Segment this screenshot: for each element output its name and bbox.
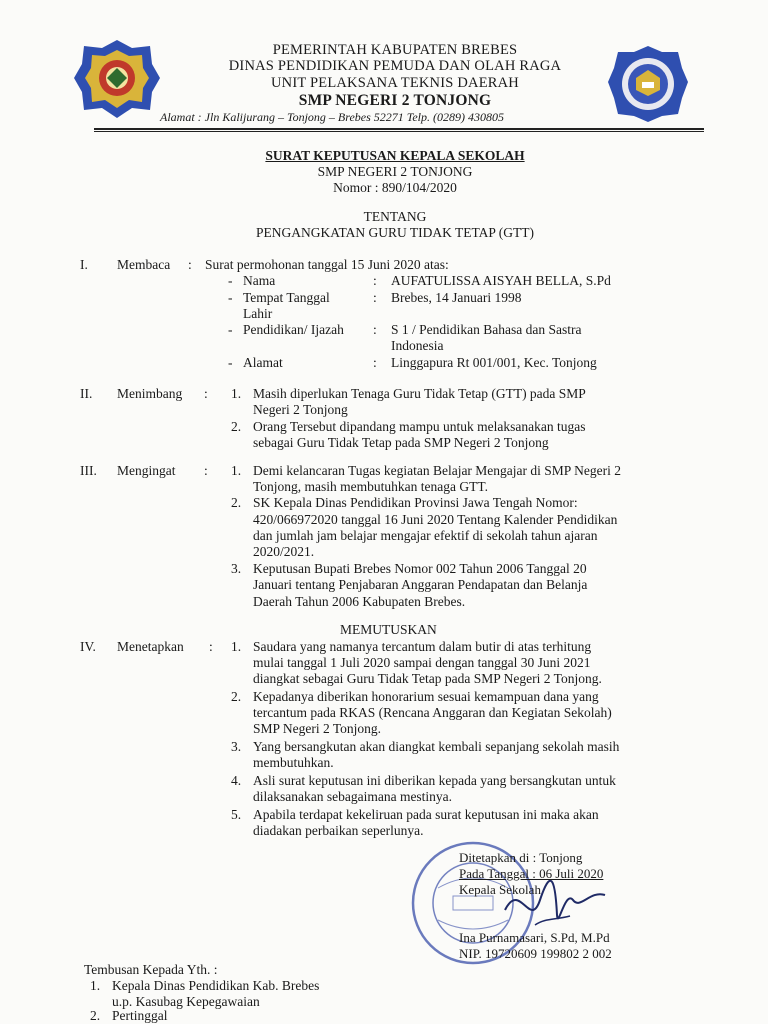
- list-item-line: diangkat sebagai Guru Tidak Tetap pada SMP Negeri 2 Tonjong.: [253, 671, 602, 686]
- list-item-number: 5.: [231, 807, 242, 822]
- list-item-number: 3.: [231, 561, 242, 576]
- field-value-education: S 1 / Pendidikan Bahasa dan Sastra: [391, 322, 582, 337]
- list-item-line: Orang Tersebut dipandang mampu untuk melaksanakan tugas: [253, 419, 586, 434]
- field-label-education: Pendidikan/ Ijazah: [243, 322, 344, 337]
- field-label-nama: Nama: [243, 273, 276, 288]
- field-dash: -: [228, 355, 233, 370]
- list-item-line: 2020/2021.: [253, 544, 315, 559]
- list-item-number: 2.: [231, 495, 242, 510]
- list-item-line: Kepadanya diberikan honorarium sesuai kemampuan dana yang: [253, 689, 599, 704]
- signature-nip: NIP. 19720609 199802 2 002: [459, 946, 612, 961]
- list-item-line: SK Kepala Dinas Pendidikan Provinsi Jawa Tengah Nomor:: [253, 495, 578, 510]
- list-item-number: 2.: [231, 419, 242, 434]
- field-label-address: Alamat: [243, 355, 283, 370]
- letterhead-divider-thin: [94, 131, 704, 132]
- field-dash: -: [228, 290, 233, 305]
- list-item-line: mulai tanggal 1 Juli 2020 sampai dengan tanggal 30 Juni 2021: [253, 655, 591, 670]
- list-item-line: Tonjong, masih membutuhkan tenaga GTT.: [253, 479, 489, 494]
- field-value-address: Linggapura Rt 001/001, Kec. Tonjong: [391, 355, 597, 370]
- list-item-line: Apabila terdapat kekeliruan pada surat keputusan ini maka akan: [253, 807, 599, 822]
- decree-about: TENTANG: [363, 209, 427, 224]
- field-colon: :: [373, 290, 377, 305]
- field-colon: :: [373, 355, 377, 370]
- list-item-line: diadakan perbaikan seperlunya.: [253, 823, 424, 838]
- list-item-number: 1.: [231, 386, 242, 401]
- section-colon-menimbang: :: [204, 386, 208, 401]
- section-label-mengingat: Mengingat: [117, 463, 176, 478]
- list-item-line: tercantum pada RKAS (Rencana Anggaran dan Kegiatan Sekolah): [253, 705, 612, 720]
- list-item-number: 2.: [231, 689, 242, 704]
- list-item-number: 1.: [231, 463, 242, 478]
- list-item-line: Daerah Tahun 2006 Kabupaten Brebes.: [253, 594, 466, 609]
- field-value-nama: AUFATULISSA AISYAH BELLA, S.Pd: [391, 273, 611, 288]
- cc-item-line: u.p. Kasubag Kepegawaian: [112, 994, 260, 1009]
- field-colon: :: [373, 322, 377, 337]
- decree-number: Nomor : 890/104/2020: [333, 180, 457, 195]
- list-item-line: Demi kelancaran Tugas kegiatan Belajar Mengajar di SMP Negeri 2: [253, 463, 622, 478]
- list-item-line: Yang bersangkutan akan diangkat kembali sepanjang sekolah masih: [253, 739, 620, 754]
- header-line-unit: UNIT PELAKSANA TEKNIS DAERAH: [271, 75, 519, 91]
- section-num-mengingat: III.: [80, 463, 97, 478]
- decree-heading: SURAT KEPUTUSAN KEPALA SEKOLAH: [265, 148, 525, 163]
- section-colon-mengingat: :: [204, 463, 208, 478]
- school-emblem-icon: [606, 44, 690, 129]
- list-item-line: Asli surat keputusan ini diberikan kepada yang bersangkutan untuk: [253, 773, 616, 788]
- list-item-line: membutuhkan.: [253, 755, 334, 770]
- header-line-department: DINAS PENDIDIKAN PEMUDA DAN OLAH RAGA: [228, 58, 562, 74]
- list-item-number: 3.: [231, 739, 242, 754]
- header-school-name: SMP NEGERI 2 TONJONG: [298, 92, 492, 109]
- signature-place: Ditetapkan di : Tonjong: [459, 850, 583, 865]
- field-dash: -: [228, 273, 233, 288]
- field-label-birth-cont: Lahir: [243, 306, 273, 321]
- section-num-menimbang: II.: [80, 386, 93, 401]
- list-item-line: dan jumlah jam belajar mengajar efektif di sekolah tahun ajaran: [253, 528, 598, 543]
- membaca-intro: Surat permohonan tanggal 15 Juni 2020 atas:: [205, 257, 449, 272]
- section-num-menetapkan: IV.: [80, 639, 96, 654]
- list-item-number: 1.: [231, 639, 242, 654]
- signature-date: Pada Tanggal : 06 Juli 2020: [459, 866, 604, 881]
- header-address: Alamat : Jln Kalijurang – Tonjong – Brebes 52271 Telp. (0289) 430805: [160, 110, 505, 124]
- brebes-regency-emblem-icon: [72, 38, 162, 125]
- list-item-number: 2.: [90, 1008, 101, 1023]
- cc-item-line: Pertinggal: [112, 1008, 168, 1023]
- list-item-line: 420/066972020 tanggal 16 Juni 2020 Tentang Kalender Pendidikan: [253, 512, 618, 527]
- list-item-line: dilaksanakan sebagaimana mestinya.: [253, 789, 453, 804]
- list-item-line: Januari tentang Penjabaran Anggaran Pendapatan dan Belanja: [253, 577, 588, 592]
- cc-heading: Tembusan Kepada Yth. :: [84, 962, 218, 977]
- list-item-line: Keputusan Bupati Brebes Nomor 002 Tahun 2006 Tanggal 20: [253, 561, 587, 576]
- decree-subject: PENGANGKATAN GURU TIDAK TETAP (GTT): [255, 225, 535, 240]
- list-item-number: 1.: [90, 978, 101, 993]
- decision-heading: MEMUTUSKAN: [340, 622, 437, 637]
- field-label-birth: Tempat Tanggal: [243, 290, 330, 305]
- list-item-line: Negeri 2 Tonjong: [253, 402, 348, 417]
- signature-position: Kepala Sekolah: [459, 882, 541, 897]
- header-line-government: PEMERINTAH KABUPATEN BREBES: [272, 42, 518, 58]
- letterhead-divider: [94, 128, 704, 130]
- field-colon: :: [373, 273, 377, 288]
- list-item-line: Saudara yang namanya tercantum dalam butir di atas terhitung: [253, 639, 592, 654]
- signature-name: Ina Purnamasari, S.Pd, M.Pd: [459, 930, 610, 945]
- section-label-membaca: Membaca: [117, 257, 171, 272]
- list-item-line: Masih diperlukan Tenaga Guru Tidak Tetap (GTT) pada SMP: [253, 386, 586, 401]
- cc-item-line: Kepala Dinas Pendidikan Kab. Brebes: [112, 978, 320, 993]
- list-item-line: SMP Negeri 2 Tonjong.: [253, 721, 382, 736]
- field-dash: -: [228, 322, 233, 337]
- field-value-birth: Brebes, 14 Januari 1998: [391, 290, 522, 305]
- section-label-menimbang: Menimbang: [117, 386, 183, 401]
- section-label-menetapkan: Menetapkan: [117, 639, 184, 654]
- section-colon-membaca: :: [188, 257, 192, 272]
- list-item-line: sebagai Guru Tidak Tetap pada SMP Negeri 2 Tonjong: [253, 435, 549, 450]
- section-num-membaca: I.: [80, 257, 88, 272]
- list-item-number: 4.: [231, 773, 242, 788]
- field-value-education-cont: Indonesia: [391, 338, 444, 353]
- decree-school: SMP NEGERI 2 TONJONG: [317, 164, 473, 179]
- section-colon-menetapkan: :: [209, 639, 213, 654]
